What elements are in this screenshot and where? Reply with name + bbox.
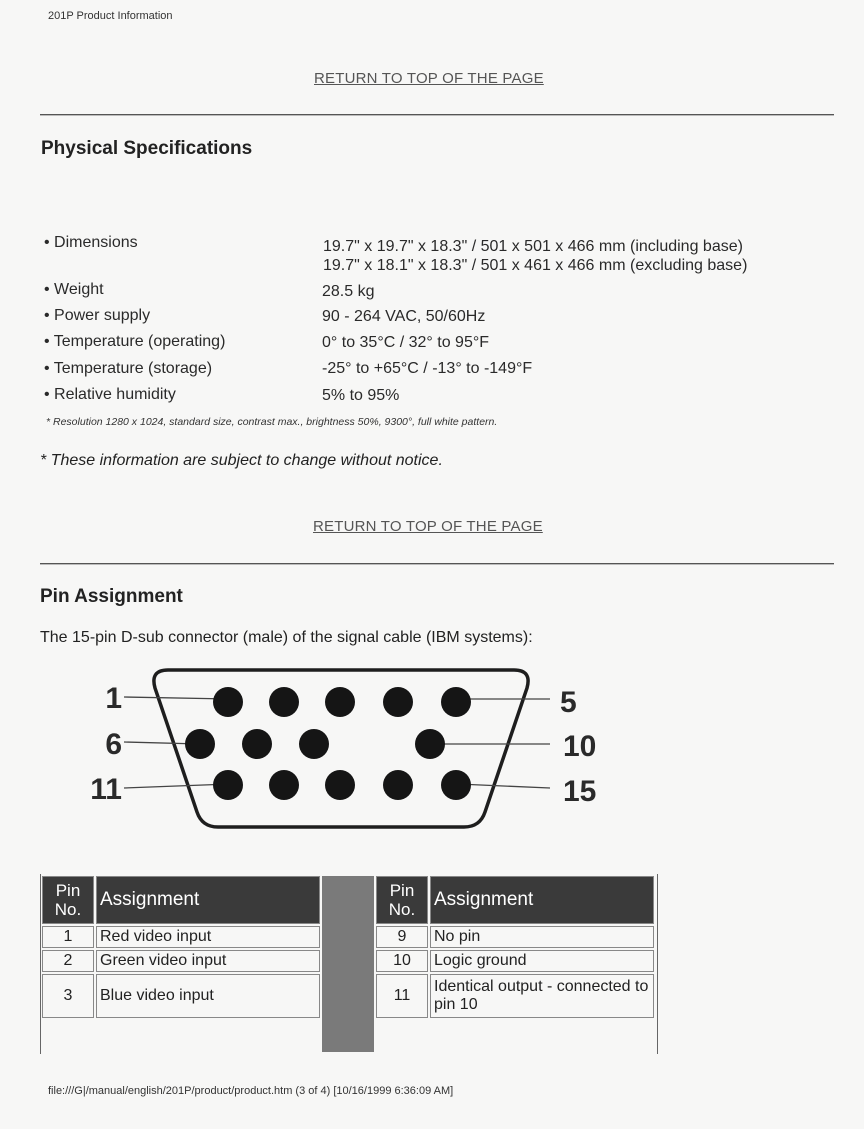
assignment-cell: Blue video input [96,974,320,1018]
assignment-cell: Identical output - connected to pin 10 [430,974,654,1018]
pin-table-right [374,874,656,1020]
change-notice: * These information are subject to change without notice. [40,452,443,469]
table-header-row [42,876,320,924]
pin-hole [325,687,355,717]
pin-no-header-line1: Pin [55,881,81,900]
spec-value-dimensions-2: 19.7" x 18.1" x 18.3" / 501 x 461 x 466 mm (excluding base) [323,257,748,274]
pin-hole [441,687,471,717]
pin-hole [242,729,272,759]
table-row [376,974,654,1018]
pin-hole [383,770,413,800]
pin-number-cell: 11 [376,974,428,1018]
pin-number-cell: 9 [376,926,428,948]
pin-holes [185,687,471,800]
spec-label-weight: • Weight [44,280,104,299]
pin-no-header-line2: No. [54,900,82,919]
pin-label-6: 6 [105,728,122,761]
pin-no-header [42,876,94,924]
source-url-footer: file:///G|/manual/english/201P/product/product.htm (3 of 4) [10/16/1999 6:36:09 AM] [48,1085,454,1097]
assignment-header: Assignment [96,876,320,924]
physical-specifications-heading: Physical Specifications [41,138,253,159]
return-to-top-link-2[interactable]: RETURN TO TOP OF THE PAGE [313,518,543,535]
divider-2 [40,563,834,565]
spec-label-power-supply: • Power supply [44,306,150,325]
connector-intro: The 15-pin D-sub connector (male) of the signal cable (IBM systems): [40,629,533,646]
pin-hole [269,687,299,717]
assignment-cell: Red video input [96,926,320,948]
table-row [42,926,320,948]
pin-number-cell: 1 [42,926,94,948]
pin-hole [213,687,243,717]
spec-value-relative-humidity: 5% to 95% [322,387,400,404]
resolution-footnote: * Resolution 1280 x 1024, standard size, contrast max., brightness 50%, 9300°, full white pattern. [46,416,498,428]
spec-label-relative-humidity: • Relative humidity [44,385,176,404]
assignment-header: Assignment [430,876,654,924]
pin-hole [299,729,329,759]
spec-value-temperature-operating: 0° to 35°C / 32° to 95°F [322,334,490,351]
divider-1 [40,114,834,116]
spec-label-dimensions: • Dimensions [44,233,138,252]
pin-label-1: 1 [105,682,122,715]
pin-assignment-heading: Pin Assignment [40,586,183,607]
page-header-title: 201P Product Information [48,10,173,22]
spec-value-dimensions: 19.7" x 19.7" x 18.3" / 501 x 501 x 466 mm (including base) [323,238,743,255]
table-row [42,950,320,972]
pin-label-15: 15 [563,775,597,808]
pin-label-11: 11 [90,773,122,806]
pin-number-cell: 10 [376,950,428,972]
return-to-top-link-1[interactable]: RETURN TO TOP OF THE PAGE [314,70,544,87]
assignment-cell: No pin [430,926,654,948]
spec-label-temperature-operating: • Temperature (operating) [44,332,225,351]
pin-label-10: 10 [563,730,597,763]
pin-hole [213,770,243,800]
pin-no-header-line1: Pin [389,881,415,900]
dsub-connector-diagram [80,664,620,834]
pin-hole [415,729,445,759]
table-header-row [376,876,654,924]
pin-number-cell: 2 [42,950,94,972]
spec-value-temperature-storage: -25° to +65°C / -13° to -149°F [322,360,533,377]
pin-hole [269,770,299,800]
assignment-cell: Logic ground [430,950,654,972]
spec-label-temperature-storage: • Temperature (storage) [44,359,212,378]
pin-table-left [40,874,322,1020]
pin-number-cell: 3 [42,974,94,1018]
spec-value-weight: 28.5 kg [322,283,375,300]
assignment-cell: Green video input [96,950,320,972]
pin-hole [441,770,471,800]
table-row [42,974,320,1018]
table-row [376,950,654,972]
spec-value-power-supply: 90 - 264 VAC, 50/60Hz [322,308,486,325]
table-row [376,926,654,948]
pin-hole [325,770,355,800]
pin-no-header [376,876,428,924]
pin-hole [185,729,215,759]
pin-label-5: 5 [560,686,577,719]
table-spacer-column [322,876,374,1052]
pin-no-header-line2: No. [388,900,416,919]
pin-hole [383,687,413,717]
